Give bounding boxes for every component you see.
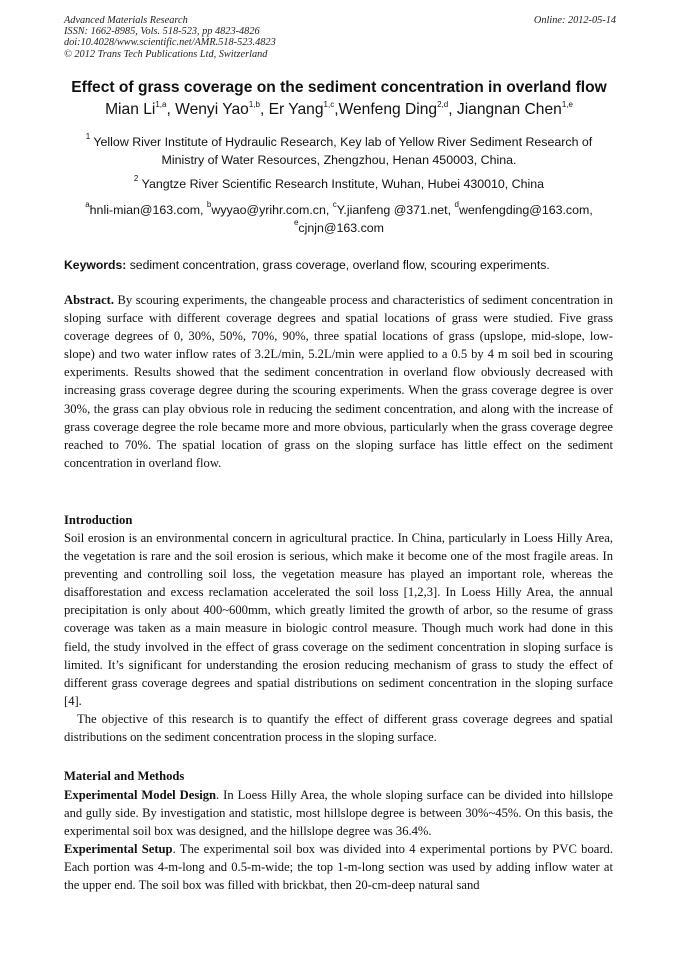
doi-line: doi:10.4028/www.scientific.net/AMR.518-523.4823: [64, 37, 276, 49]
paragraph-text: . In Loess Hilly Area, the whole sloping surface can be divided into hillslope and gully side. By investigation and statistic, most hillslope degree is between 30%~45%. On this basis, the experimental soil box was designed, and the hillslope degree was 36.4%.: [64, 788, 613, 839]
paragraph: [64, 786, 613, 840]
affiliation-sup: 2: [133, 174, 139, 183]
paragraph: The objective of this research is to quantify the effect of different grass coverage degrees and spatial distributions on the sediment concentration process in the sloping surface.: [64, 712, 613, 745]
author-sup: 1,c: [323, 100, 335, 109]
author-name: Er Yang: [268, 101, 324, 118]
section-heading-methods: Material and Methods: [64, 769, 185, 783]
author-name: Jiangnan Chen: [456, 101, 562, 118]
author-name: Wenyi Yao: [175, 101, 249, 118]
keywords: [64, 258, 624, 272]
author-sep: ,: [334, 101, 339, 118]
email-sup: b: [206, 200, 212, 209]
author-sup: 1,e: [561, 100, 573, 109]
author-name: Mian Li: [105, 101, 156, 118]
author-sep: ,: [448, 101, 457, 118]
email: cjnjn@163.com: [298, 220, 385, 235]
author-sup: 2,d: [437, 100, 449, 109]
email-sup: d: [454, 200, 459, 209]
keywords-label: Keywords:: [64, 258, 127, 272]
journal-name: Advanced Materials Research: [64, 15, 188, 26]
author-sup: 1,a: [155, 100, 167, 109]
affiliation-line: Yangtze River Scientific Research Institute, Wuhan, Hubei 430010, China: [141, 177, 545, 191]
paper-title: Effect of grass coverage on the sediment concentration in overland flow: [71, 79, 607, 96]
email: Y.jianfeng @371.net,: [336, 203, 455, 217]
author-sup: 1,b: [248, 100, 260, 109]
online-date: Online: 2012-05-14: [533, 15, 616, 26]
issn-line: ISSN: 1662-8985, Vols. 518-523, pp 4823-4826: [64, 26, 260, 38]
paragraph-lead: Experimental Setup: [64, 842, 173, 856]
email-sup: a: [85, 200, 90, 209]
paragraph: [64, 840, 613, 894]
paragraph-text: . The experimental soil box was divided into 4 experimental portions by PVC board. Each portion was 4-m-long and 0.5-m-wide; the top 1-m-long section was used by adding inflow water at the upper end. The soil box was filled with brickbat, then 20-cm-deep natural sand: [64, 842, 613, 893]
author-sep: ,: [259, 101, 269, 118]
section-heading-introduction: Introduction: [64, 513, 133, 527]
journal-header: [64, 15, 616, 60]
paragraph: Soil erosion is an environmental concern in agricultural practice. In China, particularly in Loess Hilly Area, the vegetation is rare and the soil erosion is serious, which make it become one of the most fragile areas. In preventing and controlling soil loss, the vegetation measure has played an important role, whereas the disafforestation and excess reclamation accelerated the soil loss [1,2,3]. In Loess Hilly Area, the annual precipitation is only about 400~600mm, which greatly limited the growth of arbor, so the resume of grass coverage was taken as a main measure in biologic control measure. Though much work had done in this field, the study involved in the effect of grass coverage on the sediment concentration in sloping surface is limited. It’s significant for understanding the erosion reducing mechanism of grass to study the effect of different grass coverage degrees and spatial distributions on sediment concentration in the sloping surface [4].: [64, 531, 613, 708]
email-list: [60, 202, 618, 237]
keywords-text: sediment concentration, grass coverage, overland flow, scouring experiments.: [129, 258, 550, 272]
author-name: Wenfeng Ding: [338, 101, 438, 118]
affiliation-1: [60, 134, 618, 169]
email: hnli-mian@163.com,: [89, 203, 207, 217]
paragraph-lead: Experimental Model Design: [64, 788, 217, 802]
abstract-label: Abstract.: [64, 293, 115, 307]
affiliation-line: Ministry of Water Resources, Zhengzhou, Henan 450003, China.: [161, 152, 517, 167]
email-sup: e: [293, 217, 299, 227]
author-list: [40, 101, 638, 119]
copyright-line: © 2012 Trans Tech Publications Ltd, Switzerland: [64, 48, 268, 60]
affiliation-line: Yellow River Institute of Hydraulic Research, Key lab of Yellow River Sediment Research of: [93, 135, 593, 149]
email: wyyao@yrihr.com.cn,: [211, 203, 333, 217]
affiliation-2: [60, 176, 618, 194]
affiliation-sup: 1: [85, 132, 91, 141]
abstract-text: By scouring experiments, the changeable process and characteristics of sediment concentration in sloping surface with different coverage degrees and spatial locations of grass were studied. Five grass coverage degrees of 0, 30%, 50%, 70%, 90%, three spatial locations of grass (upslope, mid-slope, low-slope) and two water inflow rates of 3.2L/min, 5.2L/min were applied to a 0.5 by 4 m soil bed in scouring experiments. Results showed that the sediment concentration in overland flow obviously decreased with increasing grass coverage degree during the scouring experiments. When the grass coverage degree is over 30%, the grass can play obvious role in reducing the sediment concentration, and along with the increase of grass coverage degree the role became more and more obvious, particularly when the grass coverage degree reached to 70%. The spatial location of grass on the sloping surface has little effect on the sediment concentration in overland flow.: [64, 293, 613, 470]
author-sep: ,: [166, 101, 176, 118]
email-sup: c: [332, 200, 337, 209]
email: wenfengding@163.com,: [458, 203, 593, 217]
abstract: [64, 291, 613, 472]
